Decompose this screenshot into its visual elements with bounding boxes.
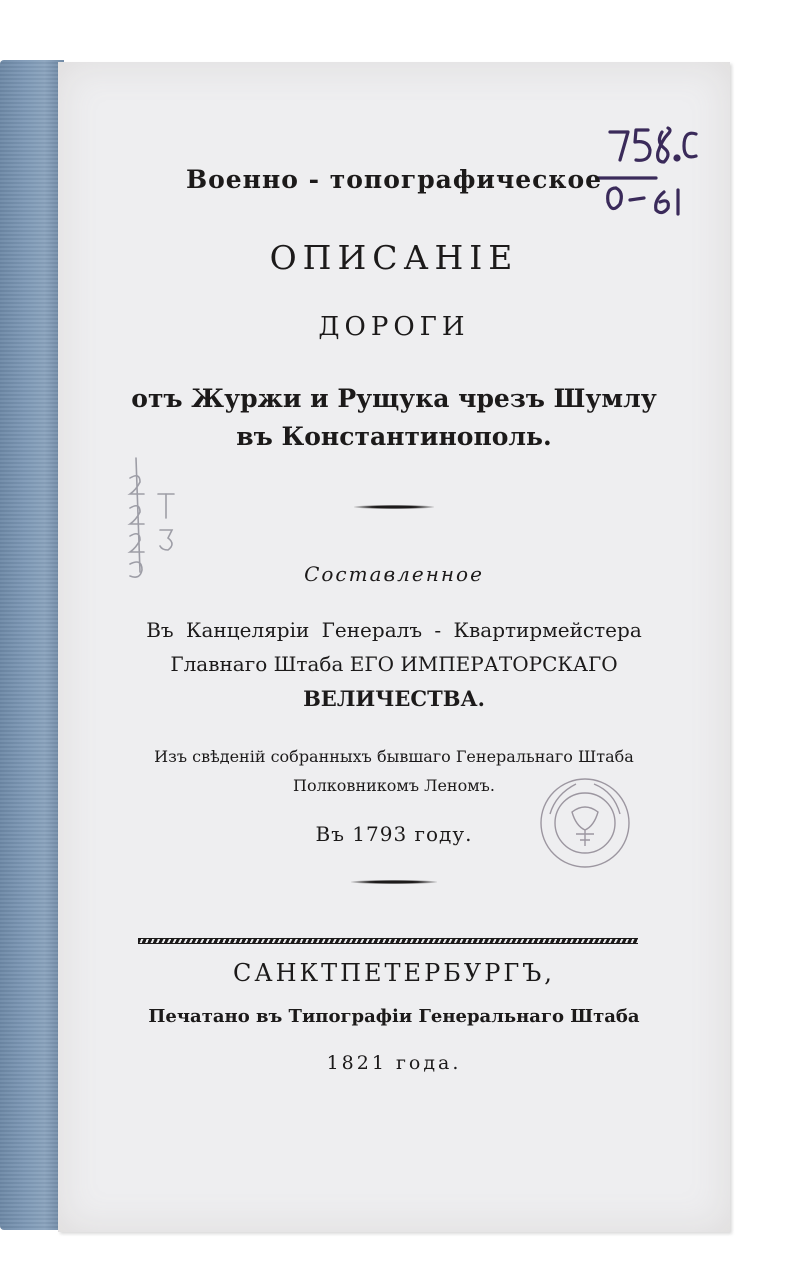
ornamental-rule bbox=[351, 880, 437, 884]
library-stamp bbox=[536, 774, 634, 872]
imprint-printer: Печатано въ Типографіи Генеральнаго Штаба bbox=[148, 1006, 640, 1027]
compiled-label: Составленное bbox=[304, 562, 484, 586]
title-line-5: въ Константинополь. bbox=[236, 422, 552, 451]
rope-border bbox=[138, 938, 638, 944]
title-page bbox=[58, 62, 730, 1232]
title-line-1: Военно - топографическое bbox=[185, 165, 603, 194]
imprint-date: 1821 года. bbox=[326, 1052, 462, 1074]
ornamental-rule bbox=[354, 505, 434, 509]
info-line-1: Изъ свѣденій собранныхъ бывшаго Генеральнаго Штаба bbox=[154, 747, 634, 766]
book-spine bbox=[0, 60, 64, 1230]
title-line-2: ОПИСАНІЕ bbox=[269, 238, 519, 277]
pencil-note bbox=[96, 454, 196, 624]
info-line-2: Полковникомъ Леномъ. bbox=[293, 776, 495, 795]
shelfmark-annotation bbox=[598, 92, 708, 222]
chancery-line-1: Въ Канцеляріи Генералъ - Квартирмейстера bbox=[146, 618, 642, 642]
imprint-city: САНКТПЕТЕРБУРГЪ, bbox=[233, 959, 555, 987]
chancery-line-2: Главнаго Штаба ЕГО ИМПЕРАТОРСКАГО bbox=[170, 652, 618, 676]
year-line: Въ 1793 году. bbox=[315, 822, 473, 846]
title-line-4: отъ Журжи и Рущука чрезъ Шумлу bbox=[131, 384, 657, 413]
chancery-line-3: ВЕЛИЧЕСТВА. bbox=[303, 686, 485, 711]
title-line-3: ДОРОГИ bbox=[318, 312, 470, 342]
